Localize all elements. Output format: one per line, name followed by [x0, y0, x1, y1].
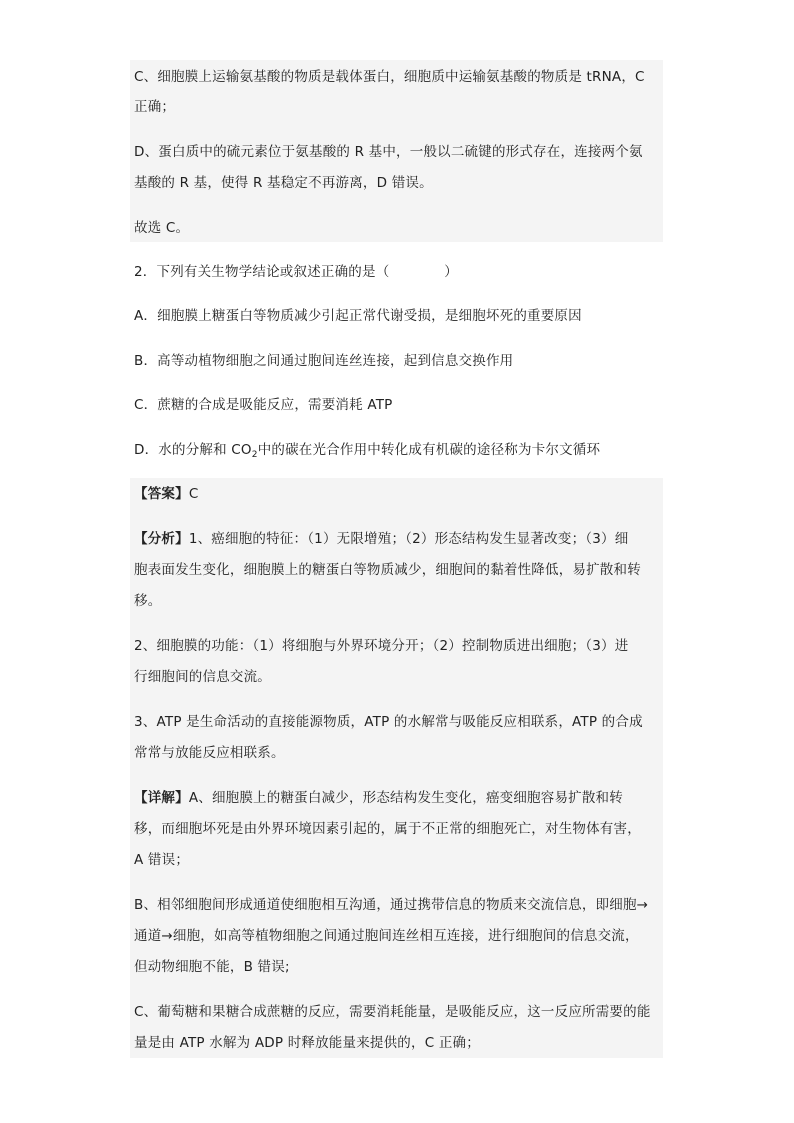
- detail-b-line2: 通道→细胞，如高等植物细胞之间通过胞间连丝相互连接，进行细胞间的信息交流，: [134, 928, 639, 944]
- analysis-p3-line2: 常常与放能反应相联系。: [134, 745, 285, 761]
- detail-label: 【详解】: [134, 790, 189, 806]
- question2-option-a: A．细胞膜上糖蛋白等物质减少引起正常代谢受损，是细胞坏死的重要原因: [134, 308, 582, 324]
- option-d-text-post: 中的碳在光合作用中转化成有机碳的途径称为卡尔文循环: [257, 442, 601, 458]
- answer-line: [134, 484, 198, 504]
- detail-a-text: A、细胞膜上的糖蛋白减少，形态结构发生变化，癌变细胞容易扩散和转: [188, 790, 623, 806]
- question2-option-d: [134, 440, 600, 460]
- prev-option-d-line1: D、蛋白质中的硫元素位于氨基酸的 R 基中，一般以二硫键的形式存在，连接两个氨: [134, 144, 643, 160]
- detail-b-line1: B、相邻细胞间形成通道使细胞相互沟通，通过携带信息的物质来交流信息，即细胞→: [134, 897, 649, 913]
- analysis-p3-line1: 3、ATP 是生命活动的直接能源物质，ATP 的水解常与吸能反应相联系，ATP 的合成: [134, 714, 643, 730]
- analysis-p2-line1: 2、细胞膜的功能：（1）将细胞与外界环境分开；（2）控制物质进出细胞；（3）进: [134, 638, 629, 654]
- prev-option-d-line2: 基酸的 R 基，使得 R 基稳定不再游离，D 错误。: [134, 175, 433, 191]
- question2-option-b: B．高等动植物细胞之间通过胞间连丝连接，起到信息交换作用: [134, 353, 514, 369]
- answer-label: 【答案】: [134, 486, 189, 502]
- prev-option-c-line1: C、细胞膜上运输氨基酸的物质是载体蛋白，细胞质中运输氨基酸的物质是 tRNA，C: [134, 69, 645, 85]
- prev-option-c-line2: 正确；: [134, 99, 176, 115]
- detail-c-line1: C、葡萄糖和果糖合成蔗糖的反应，需要消耗能量，是吸能反应，这一反应所需要的能: [134, 1004, 651, 1020]
- analysis-p1-line1: [134, 529, 628, 549]
- analysis-p2-line2: 行细胞间的信息交流。: [134, 669, 271, 685]
- option-d-text-pre: D．水的分解和 CO: [134, 442, 252, 458]
- analysis-label: 【分析】: [134, 531, 189, 547]
- analysis-p1-line3: 移。: [134, 593, 162, 609]
- question2-stem: 2．下列有关生物学结论或叙述正确的是（ ）: [134, 264, 458, 280]
- answer-value: C: [188, 486, 199, 502]
- detail-a-line1: [134, 788, 623, 808]
- question2-option-c: C．蔗糖的合成是吸能反应，需要消耗 ATP: [134, 397, 393, 413]
- option-d-subscript: 2: [251, 450, 258, 460]
- detail-b-line3: 但动物细胞不能，B 错误;: [134, 959, 290, 975]
- prev-choose: 故选 C。: [134, 220, 190, 236]
- detail-c-line2: 量是由 ATP 水解为 ADP 时释放能量来提供的，C 正确；: [134, 1035, 480, 1051]
- detail-a-line2: 移，而细胞坏死是由外界环境因素引起的，属于不正常的细胞死亡，对生物体有害，: [134, 821, 641, 837]
- analysis-p1-line2: 胞表面发生变化，细胞膜上的糖蛋白等物质减少，细胞间的黏着性降低，易扩散和转: [134, 562, 641, 578]
- analysis-p1-text: 1、癌细胞的特征：（1）无限增殖；（2）形态结构发生显著改变；（3）细: [188, 531, 629, 547]
- detail-a-line3: A 错误；: [134, 852, 190, 868]
